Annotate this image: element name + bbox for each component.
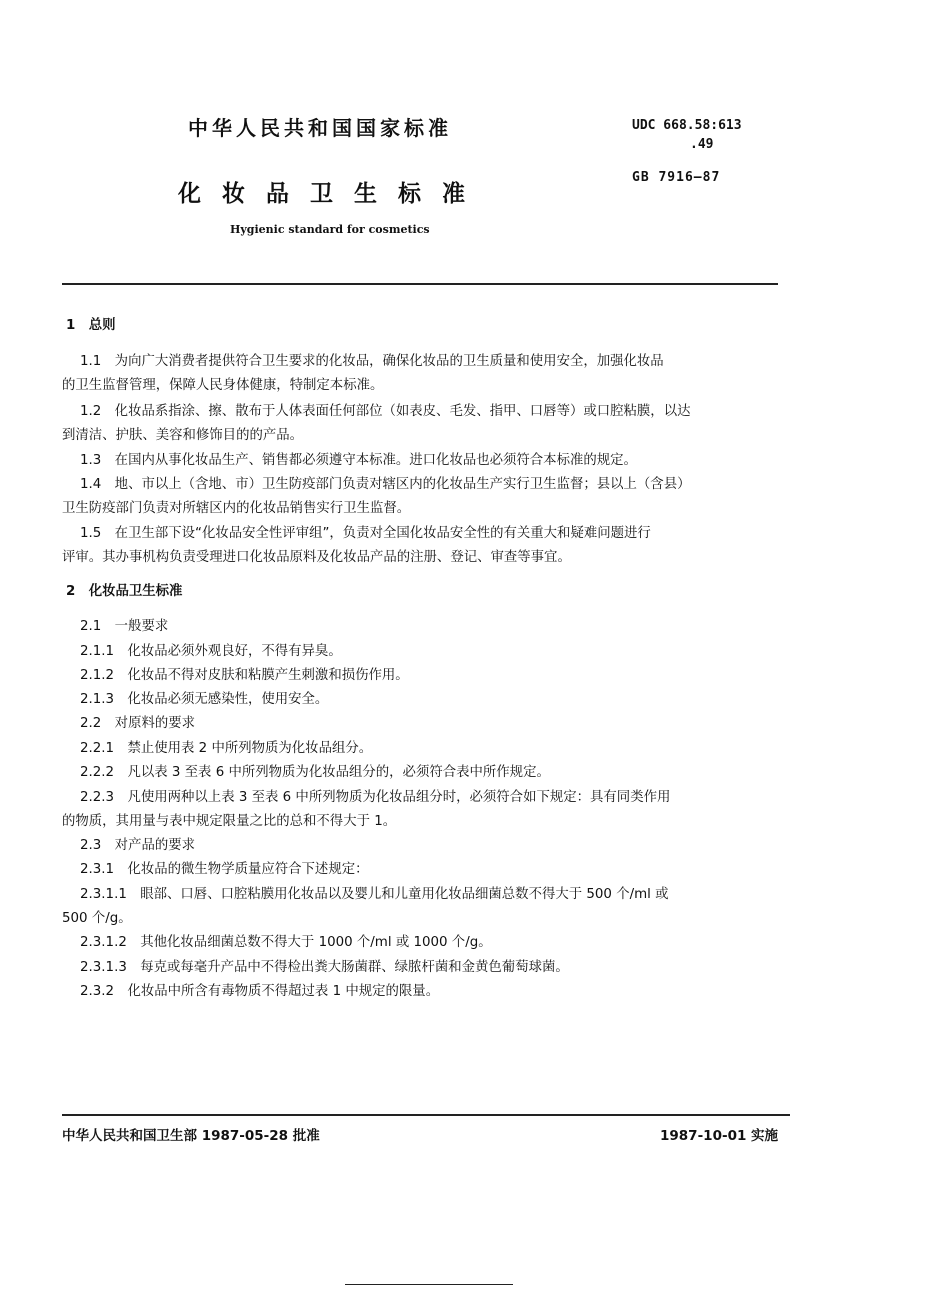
issuing-org: 中华人民共和国国家标准	[188, 116, 452, 140]
paragraph-line: 1.4 地、市以上（含地、市）卫生防疫部门负责对辖区内的化妆品生产实行卫生监督；县以上（含县）	[80, 477, 691, 492]
paragraph-line: 的物质，其用量与表中规定限量之比的总和不得大于 1。	[62, 814, 397, 829]
paragraph-line: 评审。其办事机构负责受理进口化妆品原料及化妆品产品的注册、登记、审查等事宜。	[62, 550, 571, 565]
paragraph-line: 2.3.1.3 每克或每毫升产品中不得检出粪大肠菌群、绿脓杆菌和金黄色葡萄球菌。	[80, 960, 569, 975]
section-heading: 1 总则	[66, 318, 116, 333]
header-divider	[62, 283, 778, 285]
effective-date: 1987-10-01 实施	[660, 1128, 779, 1144]
paragraph-line: 2.2 对原料的要求	[80, 716, 196, 731]
paragraph-line: 卫生防疫部门负责对所辖区内的化妆品销售实行卫生监督。	[62, 501, 411, 516]
paragraph-line: 到清洁、护肤、美容和修饰目的的产品。	[62, 428, 304, 443]
paragraph-line: 2.1 一般要求	[80, 619, 169, 634]
paragraph-line: 2.3.2 化妆品中所含有毒物质不得超过表 1 中规定的限量。	[80, 984, 440, 999]
paragraph-line: 2.1.3 化妆品必须无感染性，使用安全。	[80, 692, 329, 707]
paragraph-line: 的卫生监督管理，保障人民身体健康，特制定本标准。	[62, 378, 384, 393]
paragraph-line: 2.1.2 化妆品不得对皮肤和粘膜产生刺激和损伤作用。	[80, 668, 409, 683]
udc-code: UDC 668.58:613	[632, 118, 742, 133]
english-title: Hygienic standard for cosmetics	[230, 223, 430, 236]
paragraph-line: 2.3.1.2 其他化妆品细菌总数不得大于 1000 个/ml 或 1000 个/g。	[80, 935, 492, 950]
paragraph-line: 2.3 对产品的要求	[80, 838, 196, 853]
paragraph-line: 1.1 为向广大消费者提供符合卫生要求的化妆品，确保化妆品的卫生质量和使用安全，加强化妆品	[80, 354, 664, 369]
approval-date: 中华人民共和国卫生部 1987-05-28 批准	[62, 1128, 320, 1144]
paragraph-line: 2.3.1.1 眼部、口唇、口腔粘膜用化妆品以及婴儿和儿童用化妆品细菌总数不得大于 500 个/ml 或	[80, 887, 669, 902]
paragraph-line: 2.2.1 禁止使用表 2 中所列物质为化妆品组分。	[80, 741, 373, 756]
gb-number: GB 7916—87	[632, 170, 721, 185]
footnote-rule	[345, 1284, 513, 1285]
paragraph-line: 500 个/g。	[62, 911, 132, 926]
document-title: 化妆品卫生标准	[178, 181, 486, 207]
footer-divider	[62, 1114, 790, 1116]
paragraph-line: 2.3.1 化妆品的微生物学质量应符合下述规定：	[80, 862, 369, 877]
paragraph-line: 2.1.1 化妆品必须外观良好，不得有异臭。	[80, 644, 342, 659]
section-heading: 2 化妆品卫生标准	[66, 584, 183, 599]
udc-code-cont: .49	[690, 137, 714, 152]
paragraph-line: 1.2 化妆品系指涂、擦、散布于人体表面任何部位（如表皮、毛发、指甲、口唇等）或口腔粘膜，以达	[80, 404, 691, 419]
paragraph-line: 1.5 在卫生部下设“化妆品安全性评审组”，负责对全国化妆品安全性的有关重大和疑难问题进行	[80, 526, 651, 541]
paragraph-line: 2.2.2 凡以表 3 至表 6 中所列物质为化妆品组分的，必须符合表中所作规定。	[80, 765, 550, 780]
paragraph-line: 2.2.3 凡使用两种以上表 3 至表 6 中所列物质为化妆品组分时，必须符合如下规定：具有同类作用	[80, 790, 671, 805]
paragraph-line: 1.3 在国内从事化妆品生产、销售都必须遵守本标准。进口化妆品也必须符合本标准的规定。	[80, 453, 637, 468]
